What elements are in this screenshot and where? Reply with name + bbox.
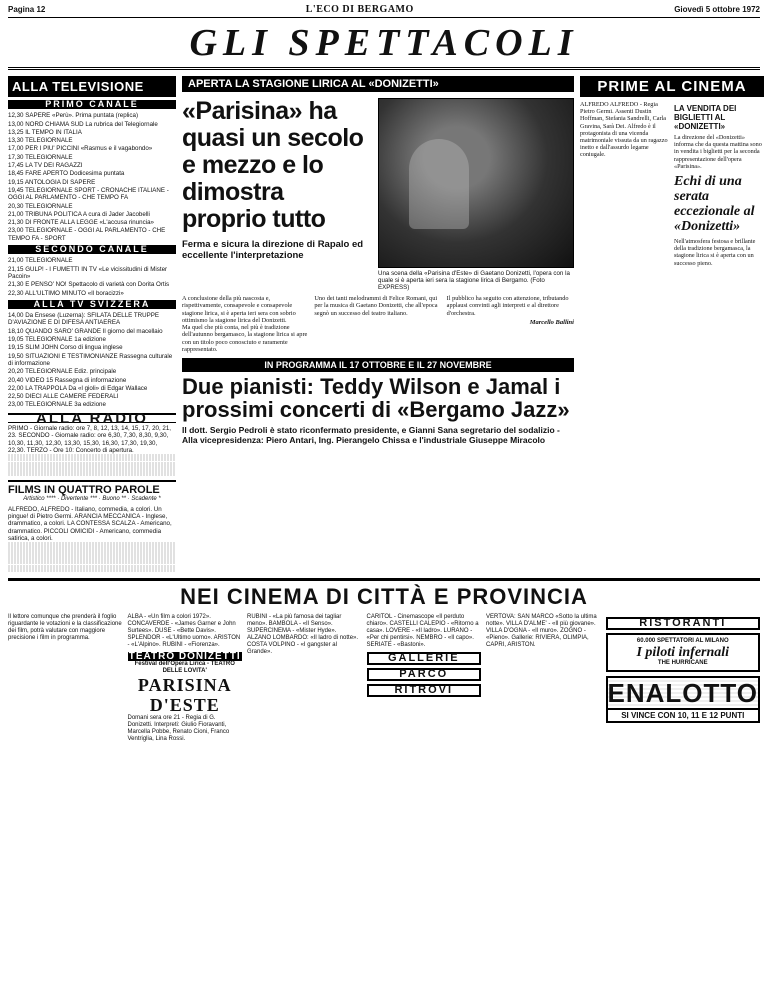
- pilot-ad: [606, 633, 761, 672]
- article-deck: Ferma e sicura la direzione di Rapalo ed eccellente l'interpretazione: [182, 239, 364, 261]
- concert-deck: Il dott. Sergio Pedroli è stato riconfermato presidente, e Gianni Sana segretario del sodalizio - Alla vicepresidenza: Piero Antari, Ing. Pierangelo Chissa e l'industriale Giuseppe Miracolo: [182, 425, 560, 446]
- tv-program: 19,15 SLIM JOHN Corso di lingua inglese: [8, 344, 123, 352]
- gallerie-heading: GALLERIE: [367, 652, 482, 665]
- article-body: [182, 295, 574, 353]
- tv-program: 17,45 LA TV DEI RAGAZZI: [8, 162, 83, 170]
- tv-program: 20,20 TELEGIORNALE Ediz. principale: [8, 368, 117, 376]
- cinema-column: [247, 614, 362, 743]
- prime-column: [580, 76, 764, 572]
- cinema-column: [128, 614, 243, 743]
- radio-text-filler: [8, 469, 176, 476]
- main-article: [182, 76, 574, 572]
- tv-program: 20,30 TELEGIORNALE: [8, 202, 73, 210]
- main-section-heading: APERTA LA STAGIONE LIRICA AL «DONIZETTI»: [182, 76, 574, 92]
- prime-review: ALFREDO ALFREDO - Regia Pietro Germi. Assenti Dustin Hoffman, Stefania Sandrelli, Carla Gravina, Sarà Dei. Alfredo è il protagonista di una vicenda matrimoniale vissuta da un ragazzo inetto e dall'assurdo legame coniugale.: [580, 101, 668, 159]
- cinema-column: [8, 614, 123, 743]
- echi-title: Echi di una serata eccezionale al «Donizetti»: [674, 174, 755, 235]
- page-number: Pagina 12: [8, 5, 46, 14]
- svizzera-heading: ALLA TV SVIZZERA: [8, 300, 176, 309]
- concert-headline: Due pianisti: Teddy Wilson e Jamal i prossimi concerti di «Bergamo Jazz»: [182, 374, 570, 423]
- cinema-header: [8, 578, 760, 610]
- radio-text-filler: [8, 462, 176, 469]
- cinema-heading: NEI CINEMA DI CITTÀ E PROVINCIA: [180, 584, 588, 610]
- tv-program: 23,00 TELEGIORNALE - OGGI AL PARLAMENTO - CHE TEMPO FA - SPORT: [8, 227, 166, 242]
- tv-program: 23,00 TELEGIORNALE 3a edizione: [8, 401, 106, 409]
- films-heading: FILMS IN QUATTRO PAROLE: [8, 480, 176, 496]
- tv-program: 22,30 ALL'ULTIMO MINUTO «Il boracizzi»: [8, 289, 124, 297]
- ristoranti-heading: RISTORANTI: [606, 617, 761, 630]
- cinema-text: VERTOVA: SAN MARCO «Sotto la ultima notte». VILLA D'ALME' - «Il più giovane». VILLA D'OGNA - «Il muro». ZOGNO - «Pieno». Gallerie: RIVIERA, OLIMPIA, CAPRI, ARISTON.: [486, 614, 597, 649]
- tv-program: 18,45 FARE APERTO Dodicesima puntata: [8, 170, 125, 178]
- films-text-filler: [8, 565, 176, 572]
- tv-program: 19,05 TELEGIORNALE 1a edizione: [8, 336, 106, 344]
- tv-program: 17,00 PER I PIU' PICCINI «Rasmus e il vagabondo»: [8, 145, 153, 153]
- cinema-column: [367, 614, 482, 743]
- films-text-filler: [8, 550, 176, 557]
- enalotto-ad: ENALOTTO: [607, 678, 759, 709]
- pilot-ad-line: 60.000 SPETTATORI AL MILANO: [636, 638, 729, 645]
- cinema-text: ALBA - «Un film a colori 1972». CONCAVERDE - «James Garner e John Surtees». DUSE - «Bette Davis». SPLENDOR - «L'Ultimo uomo». ARISTON - «L'Alpino». RUBINI - «Fiorenza».: [127, 614, 241, 649]
- tv-program: 13,30 TELEGIORNALE: [8, 137, 73, 145]
- body-paragraph: Ma quel che più conta, nel più è tradizione dell'autunno bergamasco, la stagione lirica si apre con un titolo poco conosciuto e raramente rappresentato.: [182, 324, 308, 354]
- prime-body: [580, 101, 764, 267]
- concert-banner: IN PROGRAMMA IL 17 OTTOBRE E IL 27 NOVEMBRE: [182, 358, 574, 372]
- hero: [182, 98, 574, 291]
- films-text: ALFREDO, ALFREDO - Italiano, commedia, a colori. Un pingue! di Pietro Germi. ARANCIA MECCANICA - Inglese, drammatico, a colori. LA CONTESSA SCALZA - Americano, drammatico. PICCOLI OMICIDI - Americano, commedia satirica, a colori.: [8, 505, 172, 542]
- tv-program: 14,00 Da Ensese (Luzerna): SFILATA DELLE TRUPPE D'AVIAZIONE E DI DIFESA ANTIAEREA: [8, 312, 159, 327]
- echi-text: Nell'atmosfera festosa e brillante della tradizione bergamasca, la stagione lirica si è aperta con un successo pieno.: [674, 238, 756, 267]
- prime-heading: PRIME AL CINEMA: [580, 76, 764, 97]
- tv-program: 19,45 TELEGIORNALE SPORT - CRONACHE ITALIANE - OGGI AL PARLAMENTO - CHE TEMPO FA: [8, 186, 169, 202]
- body-column: [314, 295, 441, 353]
- enalotto-subtitle: SI VINCE CON 10, 11 E 12 PUNTI: [606, 710, 761, 723]
- prime-text-column: [674, 101, 764, 267]
- cinema-text: RUBINI - «La più famosa dei tagliar meno». BAMBOLA - «Il Senso». SUPERCINEMA - «Mister Hyde». ALZANO LOMBARDO: «Il ladro di notte». COSTA VOLPINO - «I gangster al Grande».: [247, 614, 359, 656]
- ticket-sale-text: La direzione del «Donizetti» informa che da questa mattina sono in vendita i biglietti per la seconda rappresentazione dell'opera «Parisina».: [674, 134, 762, 170]
- tv-program: 19,15 ANTOLOGIA DI SAPERE: [8, 178, 96, 186]
- tv-program: 21,00 TRIBUNA POLITICA A cura di Jader Jacobelli: [8, 210, 150, 218]
- secondo-canale-heading: SECONDO CANALE: [8, 245, 176, 254]
- teatro-subtitle: Festival dell'Opera Lirica - TEATRO DELLE LOVITA': [134, 661, 235, 675]
- tv-program: 22,50 DIECI ALLE CAMERE FEDERALI: [8, 393, 119, 401]
- tv-heading: ALLA TELEVISIONE: [8, 76, 176, 97]
- opera-scene-photo: [378, 98, 574, 268]
- pilot-ad-subtitle: THE HURRICANE: [657, 660, 708, 667]
- films-legend: Artistico **** · Divertente *** · Buono ** · Scadente *: [23, 496, 161, 503]
- body-paragraph: Uno dei tanti melodrammi di Felice Romani, qui per la musica di Gaetano Donizetti, che all'epoca segnò un successo del teatro italiano.: [314, 295, 438, 317]
- body-column: [182, 295, 309, 353]
- tv-program: 21,30 E PENSO' NO! Spettacolo di varietà con Dorita Ortis: [8, 281, 170, 289]
- body-paragraph: A conclusione della più nascosta e, rispettivamente, consapevole e consapevole stagione lirica, si è aperta ieri sera con sobrio ottimismo la stagione lirica del Donizetti.: [182, 295, 296, 324]
- ads-column: [606, 614, 761, 743]
- tv-program: 13,25 IL TEMPO IN ITALIA: [8, 128, 82, 136]
- tv-program: 13,00 NORD CHIAMA SUD La rubrica del Telegiornale: [8, 120, 158, 128]
- pilot-ad-title: I piloti infernali: [636, 645, 730, 661]
- cinema-listings: [8, 614, 760, 743]
- ticket-sale-title: LA VENDITA DEI BIGLIETTI AL «DONIZETTI»: [674, 104, 737, 131]
- films-text-filler: [8, 542, 176, 549]
- tv-program: 21,15 GULP! - I FUMETTI IN TV «Le vicissitudini di Mister Pacoin»: [8, 265, 168, 280]
- primo-canale-list: [8, 112, 176, 242]
- section-masthead: GLI SPETTACOLI: [8, 18, 760, 70]
- body-column: [447, 295, 574, 353]
- svizzera-list: [8, 312, 176, 409]
- ritrovi-heading: RITROVI: [367, 684, 482, 697]
- radio-heading: ALLA RADIO: [8, 413, 176, 423]
- tv-column: [8, 76, 176, 572]
- page-header: [8, 4, 760, 18]
- newspaper-name: L'ECO DI BERGAMO: [305, 4, 414, 15]
- article-headline: «Parisina» ha quasi un secolo e mezzo e lo dimostra proprio tutto: [182, 97, 364, 233]
- radio-text: PRIMO - Giornale radio: ore 7, 8, 12, 13, 14, 15, 17, 20, 21, 23. SECONDO - Giornale radio: ore 6,30, 7,30, 8,30, 9,30, 10,30, 11,30, 12,30, 13,30, 15,30, 16,30, 17,30, 19,30, 22,30. TERZO - Ore 10: Concerto di apertura.: [8, 424, 172, 454]
- article-signature: Marcello Ballini: [529, 318, 574, 326]
- parisina-title: PARISINA D'ESTE: [137, 675, 232, 716]
- body-paragraph: Il pubblico ha seguito con attenzione, tributando applausi convinti agli interpreti e al direttore d'orchestra.: [446, 295, 569, 317]
- secondo-canale-list: [8, 257, 176, 296]
- radio-text-filler: [8, 454, 176, 461]
- primo-canale-heading: PRIMO CANALE: [8, 100, 176, 109]
- tv-program: 22,00 LA TRAPPOLA Da «l gioli» di Edgar Wallace: [8, 384, 148, 392]
- tv-program: 21,30 DI FRONTE ALLA LEGGE «L'accusa rinuncia»: [8, 219, 154, 227]
- issue-date: Giovedì 5 ottobre 1972: [674, 5, 760, 14]
- films-text-filler: [8, 557, 176, 564]
- cinema-text: Il lettore comunque che prenderà il foglio riguardante le votazioni e la classificazione dei film, potrà valutare con maggiore precisione i film in programma.: [8, 614, 122, 642]
- teatro-heading: TEATRO DONIZETTI: [128, 651, 241, 663]
- tv-program: 12,30 SAPERE «Perù». Prima puntata (replica): [8, 112, 139, 120]
- prime-text-column: [580, 101, 670, 267]
- tv-program: 17,30 TELEGIORNALE: [8, 153, 73, 161]
- cinema-column: [486, 614, 601, 743]
- top-area: [8, 76, 760, 572]
- teatro-text: Domani sera ore 21 - Regia di G. Donizetti. Interpreti: Giulio Fioravanti, Marcella Pobbe, Renato Cioni, Franco Ventriglia, Lina Rossi.: [127, 715, 230, 743]
- tv-program: 21,00 TELEGIORNALE: [8, 257, 73, 265]
- photo-caption: Una scena della «Parisina d'Este» di Gaetano Donizetti, l'opera con la quale si è aperta ieri sera la stagione lirica di Bergamo. (Foto EXPRESS): [378, 270, 570, 291]
- tv-program: 20,40 VIDEO 15 Rassegna di informazione: [8, 376, 127, 384]
- cinema-text: CARITOL - Cinemascope «Il perduto chiaro». CASTELLI CALEPIO - «Ritorno a casa». LOVERE - «Il ladro». LURANO - «Per chi pentirsi». NEMBRO - «Il capo». SERIATE - «Bastoni».: [366, 614, 479, 649]
- tv-program: 18,10 QUANDO SARO' GRANDE Il giorno del macellaio: [8, 327, 163, 335]
- parco-heading: PARCO: [367, 668, 482, 681]
- tv-program: 19,50 SITUAZIONI E TESTIMONIANZE Rassegna culturale di informazione: [8, 352, 173, 367]
